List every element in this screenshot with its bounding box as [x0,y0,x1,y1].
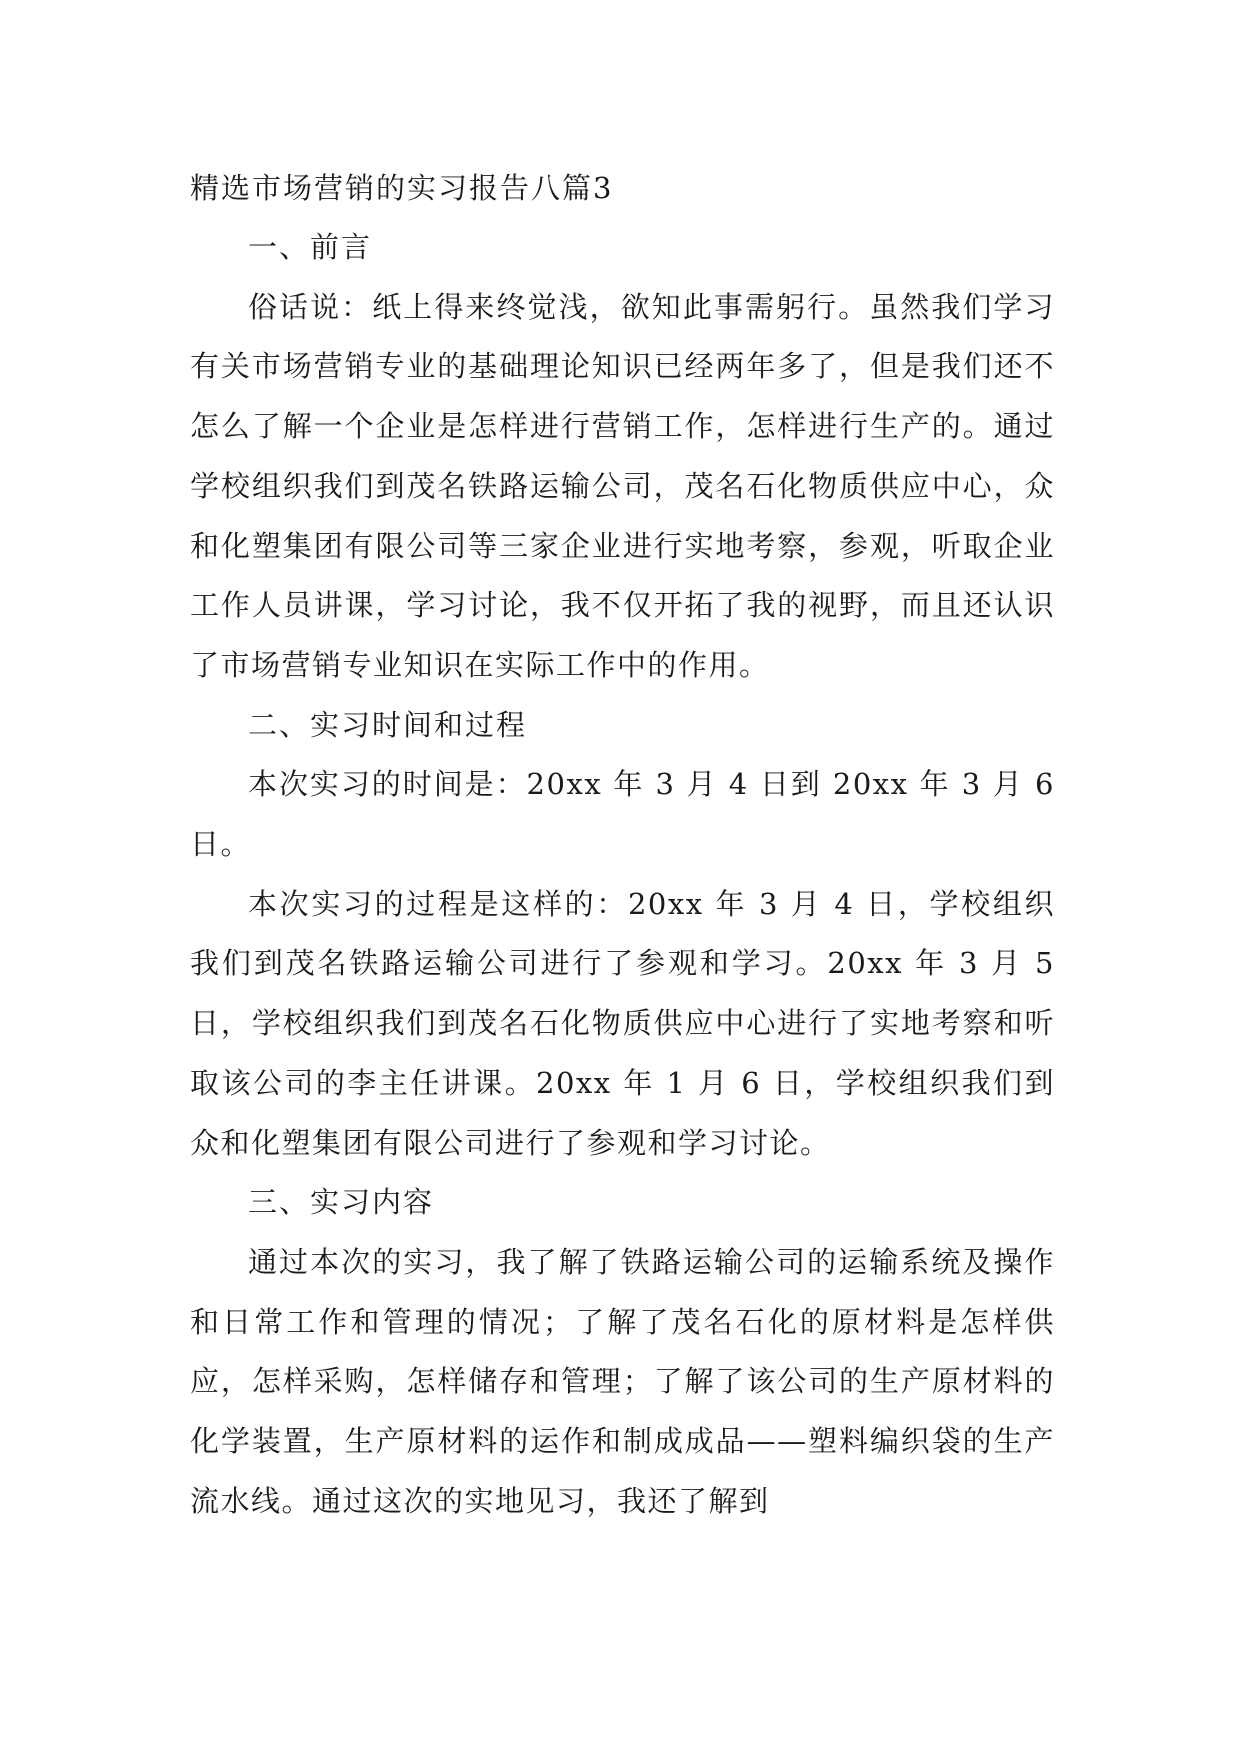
document-title: 精选市场营销的实习报告八篇3 [190,171,614,205]
paragraph-content: 通过本次的实习，我了解了铁路运输公司的运输系统及操作和日常工作和管理的情况；了解了茂名石化的原材料是怎样供应，怎样采购，怎样储存和管理；了解了该公司的生产原材料的化学装置，生产原材料的运作和制成成品——塑料编织袋的生产流水线。通过这次的实地见习，我还了解到 [190,1244,1055,1518]
section-heading-time-process: 二、实习时间和过程 [248,707,528,742]
paragraph-preface: 俗话说：纸上得来终觉浅，欲知此事需躬行。虽然我们学习有关市场营销专业的基础理论知识已经两年多了，但是我们还不怎么了解一个企业是怎样进行营销工作，怎样进行生产的。通过学校组织我们到茂名铁路运输公司，茂名石化物质供应中心，众和化塑集团有限公司等三家企业进行实地考察，参观，听取企业工作人员讲课，学习讨论，我不仅开拓了我的视野，而且还认识了市场营销专业知识在实际工作中的作用。 [190,289,1055,682]
paragraph-process: 本次实习的过程是这样的：20xx 年 3 月 4 日，学校组织我们到茂名铁路运输公司进行了参观和学习。20xx 年 3 月 5 日，学校组织我们到茂名石化物质供应中心进行了实地考察和听取该公司的李主任讲课。20xx 年 1 月 6 日，学校组织我们到众和化塑集团有限公司进行了参观和学习讨论。 [190,886,1055,1160]
section-heading-preface: 一、前言 [248,230,373,264]
section-heading-content: 三、实习内容 [248,1185,435,1220]
paragraph-time: 本次实习的时间是：20xx 年 3 月 4 日到 20xx 年 3 月 6 日。 [190,767,1055,862]
document-page [190,158,1055,1531]
